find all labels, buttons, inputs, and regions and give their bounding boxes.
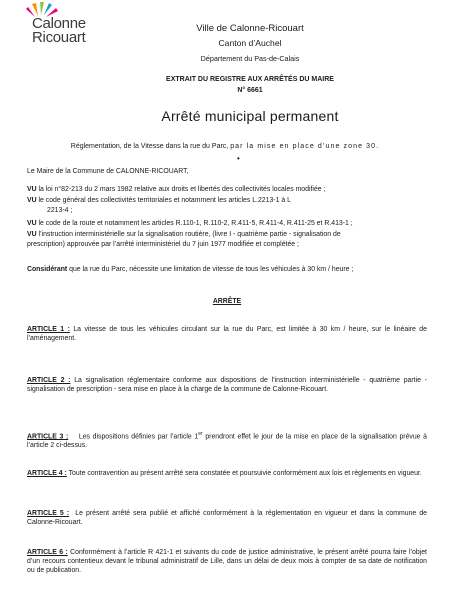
- article-5-label: ARTICLE 5 :: [27, 510, 70, 517]
- vu-label: VU: [27, 220, 37, 227]
- article-4: [27, 469, 427, 478]
- article-2-text: La signalisation réglementaire conforme aux dispositions de l’instruction interministérielle - quatrième partie - signalisation de prescription - sera mise en place à la charge de la commune de Calonne-Ricouart.: [27, 377, 427, 393]
- vu-loi-text: la loi n°82-213 du 2 mars 1982 relative aux droits et libertés des collectivités locales modifiée ;: [36, 186, 326, 193]
- article-3: [27, 430, 427, 450]
- vu-loi: [27, 185, 427, 194]
- article-6: [27, 548, 427, 575]
- vu-cgct-text: le code général des collectivités territoriales et notamment les articles L.2213-1 à L: [36, 197, 291, 204]
- document-title: Arrêté municipal permanent: [161, 108, 339, 124]
- header-extrait: EXTRAIT DU REGISTRE AUX ARRÊTÉS DU MAIRE: [166, 76, 334, 83]
- bullet-dot: •: [237, 154, 240, 163]
- arrete-heading: ARRÊTE: [212, 298, 242, 305]
- considerant: [27, 265, 427, 274]
- article-3-text-a: Les dispositions définies par l’article 1: [68, 433, 199, 441]
- considerant-text: que la rue du Parc, nécessite une limitation de vitesse de tous les véhicules à 30 km / heure ;: [67, 266, 354, 273]
- objet-part-b: par la mise en place d’une zone 30.: [230, 143, 380, 150]
- maire-line: Le Maire de la Commune de CALONNE-RICOUART,: [27, 168, 189, 175]
- article-5: [27, 509, 427, 527]
- article-3-label: ARTICLE 3 :: [27, 433, 69, 441]
- vu-code-route: [27, 219, 427, 228]
- header-ville: Ville de Calonne-Ricouart: [196, 23, 304, 34]
- logo-text-line1: Calonne: [32, 15, 86, 32]
- logo: [18, 2, 128, 52]
- header-numero: N° 6661: [237, 87, 263, 94]
- article-4-label: ARTICLE 4 :: [27, 470, 67, 477]
- article-2-label: ARTICLE 2 :: [27, 377, 71, 384]
- header-departement: Département du Pas-de-Calais: [200, 54, 300, 63]
- article-1-label: ARTICLE 1 :: [27, 326, 70, 333]
- article-6-label: ARTICLE 6 :: [27, 549, 68, 556]
- vu-code-route-text: le code de la route et notamment les articles R.110-1, R.110-2, R.411-5, R.411-4, R.411-25 et R.413-1 ;: [36, 220, 353, 227]
- article-3-sup: er: [198, 431, 203, 437]
- header-canton: Canton d’Auchel: [218, 38, 282, 48]
- vu-cgct-cont: 2213-4 ;: [47, 207, 73, 214]
- article-3-text-b: prendront effet le jour de la mise en place de la signalisation prévue à l’article 2 ci-dessus.: [27, 433, 427, 450]
- article-1: [27, 325, 427, 343]
- article-4-text: Toute contravention au présent arrêté sera constatée et poursuivie conformément aux lois et règlements en vigueur.: [66, 470, 422, 477]
- article-1-text: La vitesse de tous les véhicules circulant sur la rue du Parc, est limitée à 30 km / heure, sur le linéaire de l’aménagement.: [27, 326, 427, 342]
- article-5-text: Le présent arrêté sera publié et affiché conformément à la réglementation en vigueur et dans la commune de Calonne-Ricouart.: [27, 510, 429, 526]
- vu-instruction: [27, 230, 427, 239]
- considerant-label: Considérant: [27, 266, 68, 273]
- logo-text-line2: Ricouart: [32, 29, 86, 46]
- vu-instruction-text-a: l’instruction interministérielle sur la signalisation routière, (livre I - quatrième partie - signalisation de: [36, 231, 341, 238]
- article-6-text: Conformément à l’article R 421-1 et suivants du code de justice administrative, le présent arrêté pourra faire l’objet d’un recours contentieux devant le tribunal administratif de Lille, dans un délai de deux mois à compter de sa date de notification ou de publication.: [27, 549, 427, 574]
- vu-instruction-cont: prescription) approuvée par l’arrêté interministériel du 7 juin 1977 modifiée et complétée ;: [27, 241, 299, 248]
- vu-label: VU: [27, 186, 37, 193]
- vu-label: VU: [27, 231, 37, 238]
- vu-cgct: [27, 196, 427, 205]
- article-2: [27, 376, 427, 394]
- vu-label: VU: [27, 197, 37, 204]
- arrete-objet: [30, 143, 420, 150]
- objet-part-a: Réglementation, de la Vitesse dans la rue du Parc,: [70, 143, 229, 150]
